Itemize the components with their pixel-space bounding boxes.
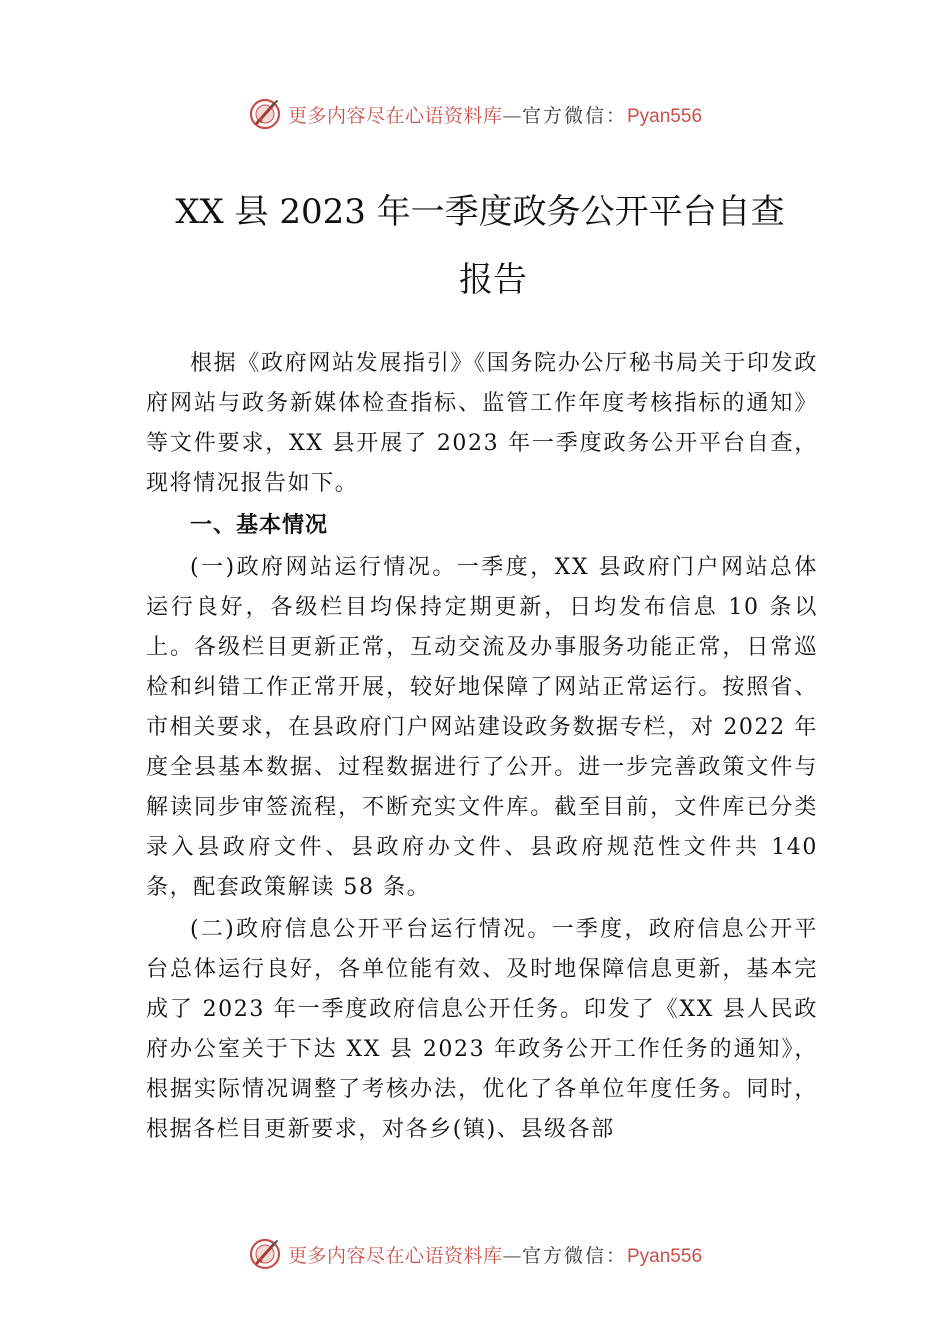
banner-wechat-label: 官方微信： [521, 1244, 627, 1267]
document-title-line1: XX 县 2023 年一季度政务公开平台自查 [175, 192, 785, 232]
website-operation-paragraph: (一)政府网站运行情况。一季度，XX 县政府门户网站总体运行良好，各级栏目均保持定期更新，日均发布信息 10 条以上。各级栏目更新正常，互动交流及办事服务功能正常，日常巡检和纠错工作正常开展，较好地保障了网站正常运行。按照省、市相关要求，在县政府门户网站建设政务数据专栏，对 2022 年度全县基本数据、过程数据进行了公开。进一步完善政策文件与解读同步审签流程，不断充实文件库。截至目前，文件库已分类录入县政府文件、县政府办文件、县政府规范性文件共 140 条，配套政策解读 58 条。 [146, 555, 818, 900]
header-banner-text [288, 101, 702, 128]
banner-dash: — [502, 104, 522, 127]
footer-banner-text [288, 1241, 702, 1268]
banner-library-text: 更多内容尽在心语资料库 [287, 104, 503, 127]
banner-wechat-label: 官方微信： [521, 104, 627, 127]
footer-banner [0, 1232, 950, 1276]
document-body [146, 344, 818, 1150]
banner-account: Pyan556 [627, 105, 703, 127]
section-heading-basic: 一、基本情况 [190, 513, 329, 538]
brush-seal-logo-icon [248, 97, 282, 131]
info-platform-paragraph: (二)政府信息公开平台运行情况。一季度，政府信息公开平台总体运行良好，各单位能有效、及时地保障信息更新，基本完成了 2023 年一季度政府信息公开任务。印发了《XX 县人民政府办公室关于下达 XX 县 2023 年政务公开工作任务的通知》，根据实际情况调整了考核办法，优化了各单位年度任务。同时，根据各栏目更新要求，对各乡(镇)、县级各部 [146, 917, 818, 1142]
banner-dash: — [502, 1244, 522, 1267]
brush-seal-logo-icon [248, 1237, 282, 1271]
header-banner [0, 92, 950, 136]
document-title-line2: 报告 [459, 260, 527, 300]
intro-paragraph: 根据《政府网站发展指引》《国务院办公厅秘书局关于印发政府网站与政务新媒体检查指标、监管工作年度考核指标的通知》等文件要求，XX 县开展了 2023 年一季度政务公开平台自查，现将情况报告如下。 [146, 351, 818, 496]
banner-account: Pyan556 [627, 1245, 703, 1267]
banner-library-text: 更多内容尽在心语资料库 [287, 1244, 503, 1267]
